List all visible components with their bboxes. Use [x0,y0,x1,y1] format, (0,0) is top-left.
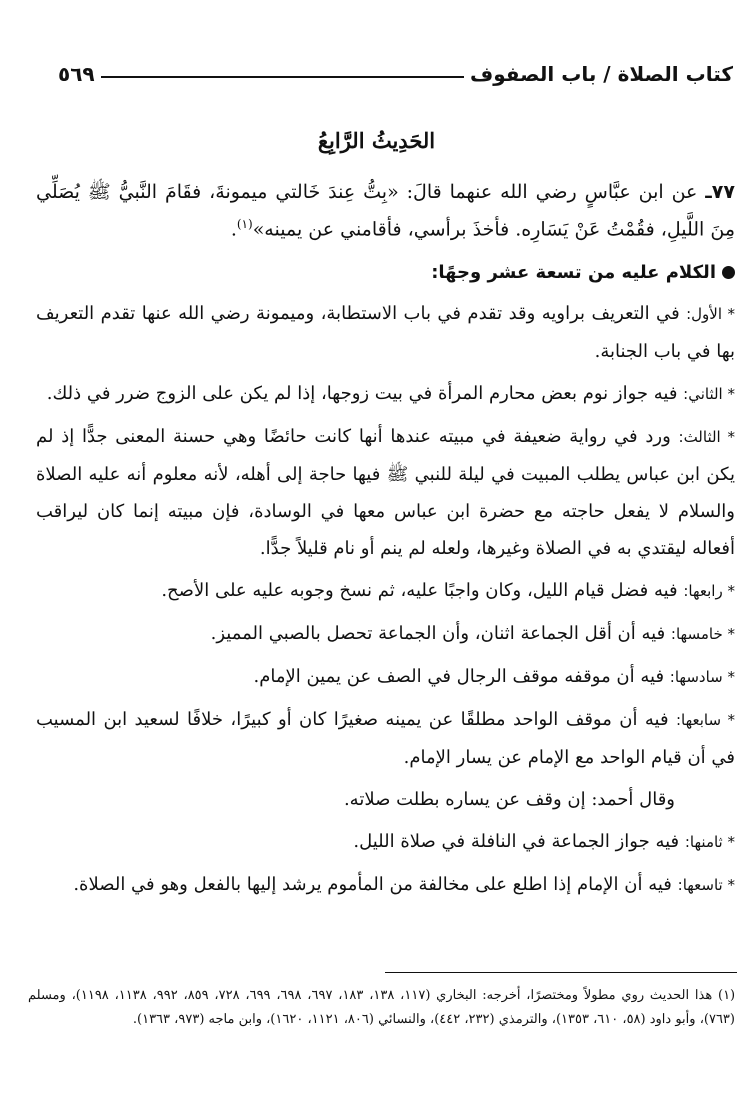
point-lead: * خامسها: [670,625,735,643]
hadith-body: عن ابن عبَّاسٍ رضي الله عنهما قالَ: «بِتُّ عِندَ خَالتي ميمونةَ، فقَامَ النَّبيُّ ﷺ يُصَلِّي مِنَ اللَّيلِ، فقُمْتُ عَنْ يَسَارِه. فأخذَ برأسي، فأقامني عن يمينه» [36,181,735,241]
paragraph-text: فيه جواز الجماعة في النافلة في صلاة الليل. [353,831,680,852]
paragraph-text: فيه أن موقفه موقف الرجال في الصف عن يمين الإمام. [253,666,665,687]
point-lead: * الثاني: [683,385,735,403]
hadith-number: ٧٧ـ [705,181,735,203]
commentary-body [36,295,735,909]
paragraph [36,781,735,818]
point-lead: * ثامنها: [684,833,735,851]
paragraph-text: فيه جواز نوم بعض محارم المرأة في بيت زوجها، إذا لم يكن على الزوج ضرر في ذلك. [46,383,678,404]
paragraph [36,615,735,653]
paragraph-text: ورد في رواية ضعيفة في مبيته عندها أنها كانت حائضًا وهي حسنة المعنى جدًّا إذ لم يكن ابن عباس يطلب المبيت في ليلة للنبي ﷺ فيها حاجة إلى أهله، لأنه معلوم أنه عليه الصلاة والسلام لا يفعل حاجته مع حضرة ابن عباس معها في الوسادة، فإن مبيته إنما كان ليراقب أفعاله ليقتدي به في الصلاة وغيرها، ولعله لم ينم أو نام قليلاً جدًّا. [36,426,736,559]
point-lead: * سادسها: [669,668,735,686]
point-lead: * رابعها: [683,582,735,600]
paragraph-text: في التعريف براويه وقد تقدم في باب الاستطابة، وميمونة رضي الله عنها تقدم التعريف بها في باب الجنابة. [36,303,735,362]
section-heading [36,262,735,283]
hadith-title: الحَدِيثُ الرَّابِعُ [317,128,436,153]
paragraph-text: فيه أن موقف الواحد مطلقًا عن يمينه صغيرًا كان أو كبيرًا، خلافًا لسعيد ابن المسيب في أن قيام الواحد مع الإمام عن يسار الإمام. [36,709,735,768]
footnote: (١) هذا الحديث روي مطولاً ومختصرًا، أخرجه: البخاري (١١٧، ١٣٨، ١٨٣، ٦٩٧، ٦٩٨، ٦٩٩، ٧٢٨، ٨٥٩، ٩٩٢، ١١٣٨، ١١٩٨)، ومسلم (٧٦٣)، وأبو داود (٥٨، ٦١٠، ١٣٥٣)، والترمذي (٢٣٢، ٤٤٢)، والنسائي (٨٠٦، ١١٢١، ١٦٢٠)، وابن ماجه (٩٧٣، ١٣٦٣). [28,988,736,1027]
paragraph-text: فيه أن أقل الجماعة اثنان، وأن الجماعة تحصل بالصبي المميز. [210,623,666,644]
running-header [58,52,733,86]
paragraph [36,375,735,413]
paragraph [36,658,735,696]
paragraph [36,572,735,610]
paragraph [36,866,735,904]
footnote-ref: (١) [236,217,253,231]
hadith-text: ٧٧ـ عن ابن عبَّاسٍ رضي الله عنهما قالَ: «بِتُّ عِندَ خَالتي ميمونةَ، فقَامَ النَّبيُّ ﷺ يُصَلِّي مِنَ اللَّيلِ، فقُمْتُ عَنْ يَسَارِه. فأخذَ برأسي، فأقامني عن يمينه»$^{(١)}$. [36,181,735,241]
point-lead: * الثالث: [678,428,735,446]
paragraph-text: فيه أن الإمام إذا اطلع على مخالفة من المأموم يرشد إليها بالفعل وهو في الصلاة. [73,874,672,895]
paragraph [36,701,735,776]
page-number: ٥٦٩ [58,62,95,86]
paragraph-text: وقال أحمد: إن وقف عن يساره بطلت صلاته. [343,789,675,810]
paragraph [36,418,735,567]
bullet-icon [722,266,735,279]
paragraph [36,823,735,861]
running-header-title: كتاب الصلاة / باب الصفوف [470,62,733,86]
point-lead: * سابعها: [675,711,735,729]
section-heading-text: الكلام عليه من تسعة عشر وجهًا: [431,262,716,283]
footnote-rule [385,972,737,973]
point-lead: * تاسعها: [677,876,735,894]
header-rule [101,76,464,78]
paragraph [36,295,735,370]
point-lead: * الأول: [686,305,736,323]
paragraph-text: فيه فضل قيام الليل، وكان واجبًا عليه، ثم نسخ وجوبه عليه على الأصح. [161,580,678,601]
